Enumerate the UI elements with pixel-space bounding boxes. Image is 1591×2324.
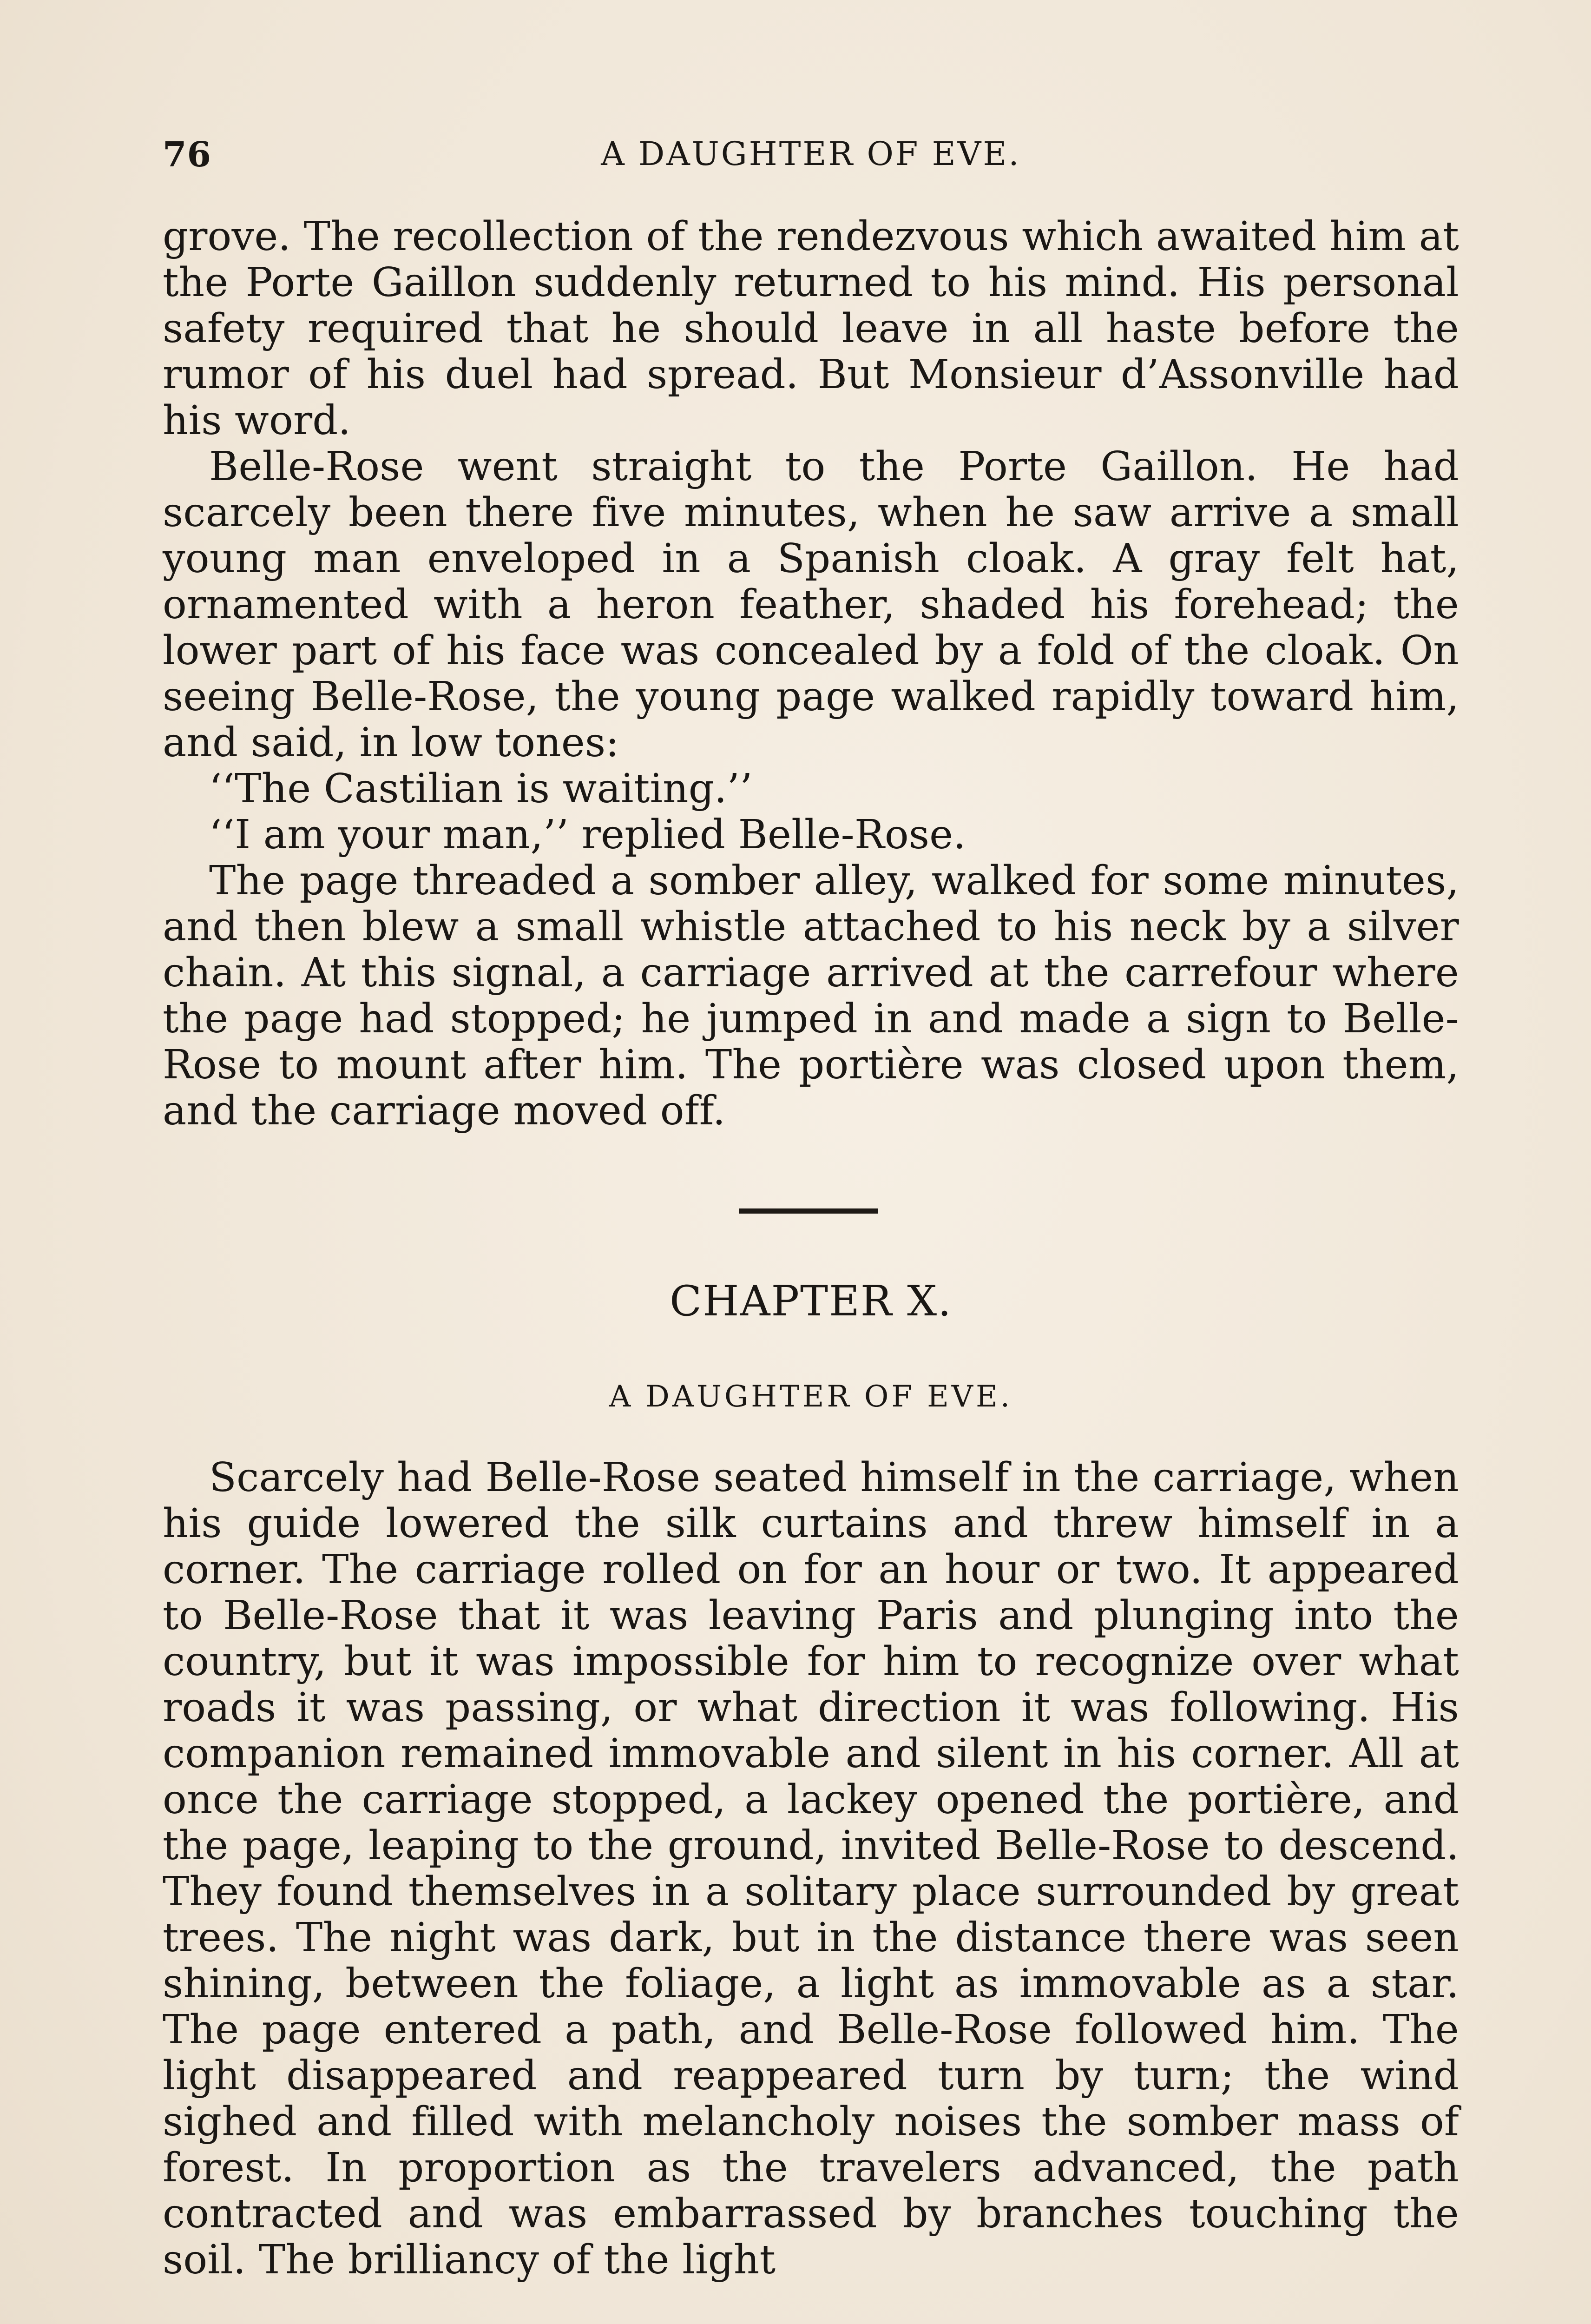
chapter-subtitle: A DAUGHTER OF EVE. xyxy=(609,1380,1013,1414)
section-divider xyxy=(739,1208,878,1214)
paragraph: grove. The recollection of the rendezvous which awaited him at the Porte Gaillon suddenly returned to his mind. His personal safety required that he should leave in all haste before the rumor of his duel had spread. But Monsieur d’Assonville had his word. xyxy=(163,213,1459,444)
running-head xyxy=(163,135,1459,186)
chapter-title: CHAPTER X. xyxy=(670,1277,952,1326)
paragraph: Scarcely had Belle-Rose seated himself in the carriage, when his guide lowered the silk curtains and threw himself in a corner. The carriage rolled on for an hour or two. It appeared to Belle-Rose that it was leaving Paris and plunging into the country, but it was impossible for him to recognize over what roads it was passing, or what direction it was following. His companion remained immovable and silent in his corner. All at once the carriage stopped, a lackey opened the portière, and the page, leaping to the ground, invited Belle-Rose to descend. They found themselves in a solitary place surrounded by great trees. The night was dark, but in the distance there was seen shining, between the foliage, a light as immovable as a star. The page entered a path, and Belle-Rose followed him. The light disappeared and reappeared turn by turn; the wind sighed and filled with melancholy noises the somber mass of forest. In proportion as the travelers advanced, the path contracted and was embarrassed by branches touching the soil. The brilliancy of the light xyxy=(163,1454,1459,2283)
text-block-chapter-x xyxy=(163,1455,1459,2283)
paragraph: ‘‘The Castilian is waiting.’’ xyxy=(209,766,753,812)
paragraph: ‘‘I am your man,’’ replied Belle-Rose. xyxy=(209,812,966,858)
running-title: A DAUGHTER OF EVE. xyxy=(601,135,1021,173)
text-block-previous-chapter xyxy=(163,214,1459,1134)
paragraph: Belle-Rose went straight to the Porte Gaillon. He had scarcely been there five minutes, when he saw arrive a small young man enveloped in a Spanish cloak. A gray felt hat, ornamented with a heron feather, shaded his forehead; the lower part of his face was concealed by a fold of the cloak. On seeing Belle-Rose, the young page walked rapidly toward him, and said, in low tones: xyxy=(163,443,1459,766)
page-number: 76 xyxy=(163,135,211,175)
paragraph: The page threaded a somber alley, walked for some minutes, and then blew a small whistle attached to his neck by a silver chain. At this signal, a carriage arrived at the carrefour where the page had stopped; he jumped in and made a sign to Belle-Rose to mount after him. The portière was closed upon them, and the carriage moved off. xyxy=(163,858,1459,1134)
